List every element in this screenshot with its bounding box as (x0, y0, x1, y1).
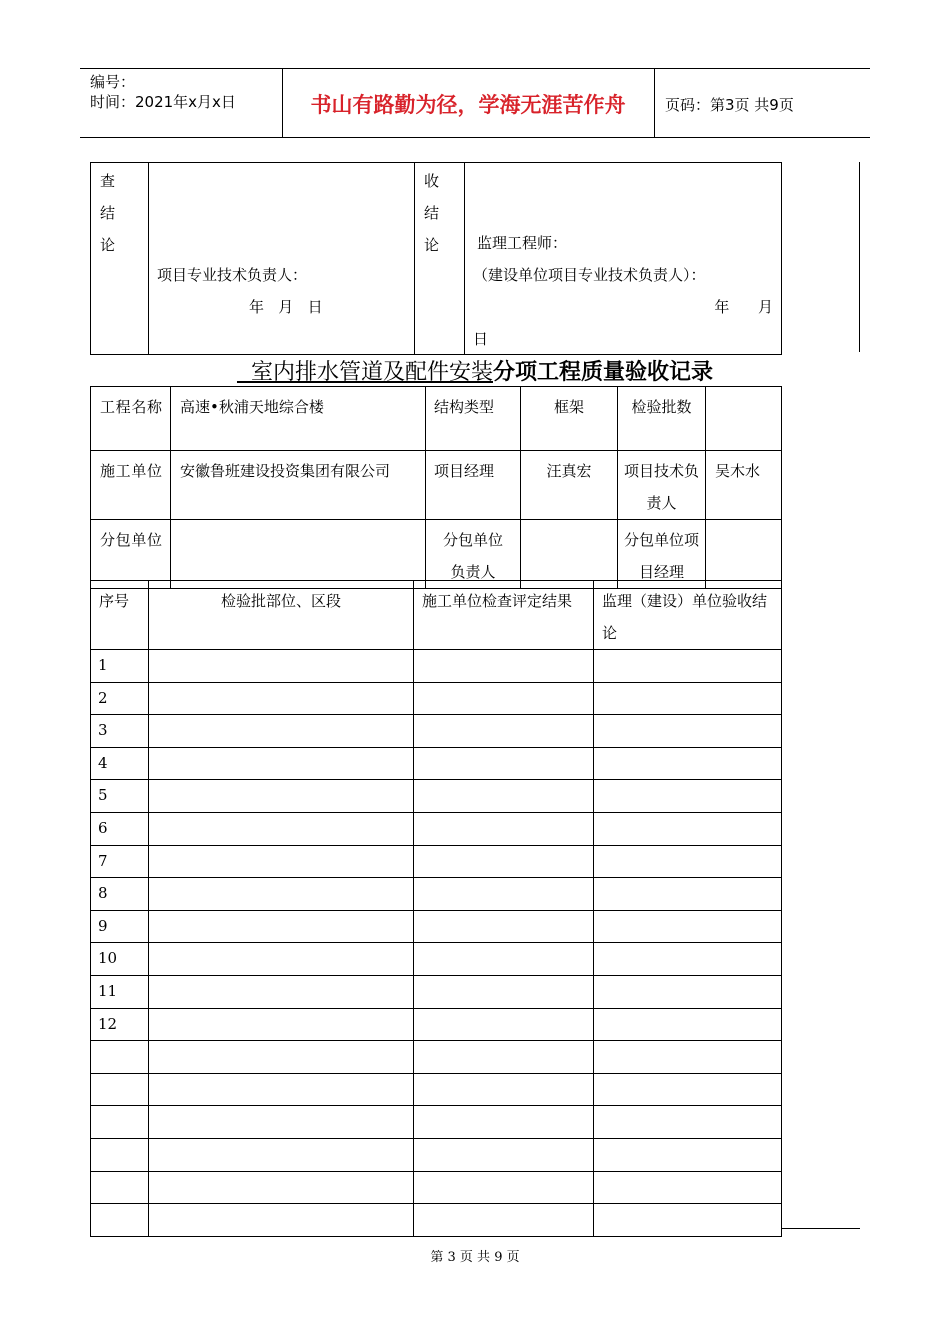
location-cell (149, 715, 414, 748)
location-cell (149, 780, 414, 813)
location-cell (149, 650, 414, 683)
contractor-result-cell (414, 812, 594, 845)
structure-type-label: 结构类型 (434, 398, 495, 416)
contractor-result-cell (414, 1138, 594, 1171)
label-char: 结 (424, 204, 440, 222)
supervisor-conclusion-cell (594, 845, 782, 878)
contractor-result-cell (414, 910, 594, 943)
supervisor-conclusion-cell (594, 910, 782, 943)
row-number: 5 (98, 786, 108, 805)
table-row (91, 1171, 782, 1204)
table-row (91, 1138, 782, 1171)
form-title (0, 356, 950, 390)
contractor-result-cell (414, 1041, 594, 1074)
location-cell (149, 975, 414, 1008)
header-divider (654, 69, 655, 137)
row-number-cell (91, 878, 149, 911)
location-cell (149, 1008, 414, 1041)
table-row (91, 910, 782, 943)
col-header-location: 检验批部位、区段 (220, 592, 341, 610)
row-number-cell (91, 1171, 149, 1204)
location-cell (149, 682, 414, 715)
supervisor-conclusion-cell (594, 780, 782, 813)
row-number-cell (91, 1204, 149, 1237)
doc-time-label: 时间：2021年x月x日 (90, 93, 236, 111)
location-cell (149, 910, 414, 943)
location-cell (149, 845, 414, 878)
contractor-result-cell (414, 650, 594, 683)
location-cell (149, 1106, 414, 1139)
row-number: 9 (98, 916, 108, 935)
row-number-cell (91, 910, 149, 943)
contractor-result-cell (414, 715, 594, 748)
contractor-result-cell (414, 1073, 594, 1106)
inspection-conclusion-label (91, 163, 149, 355)
location-cell (149, 878, 414, 911)
acceptance-conclusion-label (415, 163, 465, 355)
supervisor-conclusion-cell (594, 715, 782, 748)
label-char: 查 (100, 172, 116, 190)
row-number-cell (91, 650, 149, 683)
row-number-cell (91, 780, 149, 813)
acceptance-conclusion-content (465, 163, 782, 355)
supervisor-conclusion-cell (594, 1138, 782, 1171)
owner-signer: （建设单位项目专业技术负责人）： (473, 266, 706, 284)
location-cell (149, 1073, 414, 1106)
subcontractor-pm-label: 分包单位项目经理 (623, 531, 699, 581)
project-manager-label: 项目经理 (434, 462, 495, 480)
row-number: 4 (98, 753, 108, 772)
right-sign-date: 年 月 (714, 298, 773, 316)
table-row (91, 1073, 782, 1106)
table-row (91, 780, 782, 813)
title-subject: 室内排水管道及配件安装 (236, 360, 493, 385)
tech-lead-value: 吴木水 (715, 462, 761, 480)
margin-rule (859, 162, 860, 352)
label-char: 论 (100, 236, 116, 254)
table-row (91, 845, 782, 878)
row-number: 6 (98, 818, 108, 837)
project-manager-value: 汪真宏 (546, 462, 592, 480)
row-number: 8 (98, 884, 108, 903)
header-motto: 书山有路勤为径，学海无涯苦作舟 (310, 93, 626, 117)
supervisor-conclusion-cell (594, 878, 782, 911)
project-name-label: 工程名称 (100, 398, 162, 416)
table-row (91, 1106, 782, 1139)
supervisor-conclusion-cell (594, 682, 782, 715)
col-header-supervisor-conclusion: 监理（建设）单位验收结论 (602, 592, 768, 642)
table-row (91, 747, 782, 780)
row-number: 10 (98, 949, 118, 968)
row-number: 3 (98, 721, 108, 740)
structure-type-value: 框架 (553, 398, 584, 416)
table-row (91, 812, 782, 845)
row-number-cell (91, 1008, 149, 1041)
row-number: 7 (98, 851, 108, 870)
supervisor-conclusion-cell (594, 812, 782, 845)
label-char: 结 (100, 204, 116, 222)
contractor-result-cell (414, 682, 594, 715)
contractor-label: 施工单位 (100, 462, 162, 480)
header-meta (80, 69, 282, 137)
row-number-cell (91, 975, 149, 1008)
left-sign-date: 年 月 日 (249, 298, 323, 316)
contractor-result-cell (414, 845, 594, 878)
project-info-table (90, 386, 782, 589)
subcontractor-pm-value (706, 520, 781, 524)
tech-lead-signer: 项目专业技术负责人： (157, 266, 308, 284)
row-number-cell (91, 1106, 149, 1139)
bottom-rule (781, 1228, 860, 1229)
subcontractor-lead-value (521, 520, 617, 524)
inspection-conclusion-content (149, 163, 415, 355)
batch-count-value (706, 387, 781, 391)
row-number-cell (91, 1138, 149, 1171)
supervisor-conclusion-cell (594, 650, 782, 683)
subcontractor-lead-label: 分包单位负责人 (442, 531, 503, 581)
subcontractor-label: 分包单位 (100, 531, 162, 549)
title-main: 分项工程质量验收记录 (492, 360, 713, 385)
supervisor-conclusion-cell (594, 1204, 782, 1237)
supervisor-conclusion-cell (594, 1073, 782, 1106)
location-cell (149, 1138, 414, 1171)
contractor-result-cell (414, 1204, 594, 1237)
table-row (91, 1204, 782, 1237)
contractor-result-cell (414, 747, 594, 780)
col-header-contractor-result: 施工单位检查评定结果 (422, 592, 573, 610)
supervisor-conclusion-cell (594, 1106, 782, 1139)
contractor-result-cell (414, 943, 594, 976)
supervisor-conclusion-cell (594, 747, 782, 780)
row-number-cell (91, 715, 149, 748)
table-row (91, 715, 782, 748)
batch-count-label: 检验批数 (631, 398, 692, 416)
table-row (91, 943, 782, 976)
label-char: 论 (424, 236, 440, 254)
row-number-cell (91, 1073, 149, 1106)
supervisor-conclusion-cell (594, 1041, 782, 1074)
table-row (91, 650, 782, 683)
supervisor-conclusion-cell (594, 1008, 782, 1041)
table-row (91, 1008, 782, 1041)
table-row (91, 878, 782, 911)
supervisor-signer: 监理工程师： (477, 234, 568, 252)
contractor-result-cell (414, 1171, 594, 1204)
page-footer: 第 3 页 共 9 页 (430, 1250, 520, 1265)
row-number-cell (91, 1041, 149, 1074)
location-cell (149, 747, 414, 780)
location-cell (149, 1204, 414, 1237)
right-sign-day: 日 (473, 330, 489, 348)
supervisor-conclusion-cell (594, 1171, 782, 1204)
contractor-result-cell (414, 878, 594, 911)
tech-lead-label: 项目技术负责人 (623, 462, 699, 512)
project-name-value: 高速•秋浦天地综合楼 (180, 398, 324, 416)
page-header (80, 68, 870, 138)
doc-code-label: 编号： (90, 73, 136, 91)
location-cell (149, 943, 414, 976)
row-number-cell (91, 747, 149, 780)
supervisor-conclusion-cell (594, 943, 782, 976)
contractor-value: 安徽鲁班建设投资集团有限公司 (180, 462, 391, 480)
row-number: 12 (98, 1014, 118, 1033)
col-header-seq: 序号 (99, 592, 130, 610)
contractor-result-cell (414, 1106, 594, 1139)
subcontractor-value (171, 520, 425, 524)
table-row (91, 975, 782, 1008)
conclusion-table (90, 162, 782, 355)
row-number-cell (91, 812, 149, 845)
location-cell (149, 1041, 414, 1074)
row-number: 11 (98, 981, 118, 1000)
contractor-result-cell (414, 1008, 594, 1041)
row-number-cell (91, 943, 149, 976)
location-cell (149, 812, 414, 845)
inspection-records-table (90, 580, 782, 1237)
table-row (91, 1041, 782, 1074)
supervisor-conclusion-cell (594, 975, 782, 1008)
header-page-number: 页码：第3页 共9页 (665, 96, 794, 114)
row-number: 1 (98, 656, 108, 674)
contractor-result-cell (414, 780, 594, 813)
location-cell (149, 1171, 414, 1204)
label-char: 收 (424, 172, 440, 190)
row-number-cell (91, 682, 149, 715)
table-row (91, 682, 782, 715)
row-number-cell (91, 845, 149, 878)
row-number: 2 (98, 688, 108, 707)
contractor-result-cell (414, 975, 594, 1008)
